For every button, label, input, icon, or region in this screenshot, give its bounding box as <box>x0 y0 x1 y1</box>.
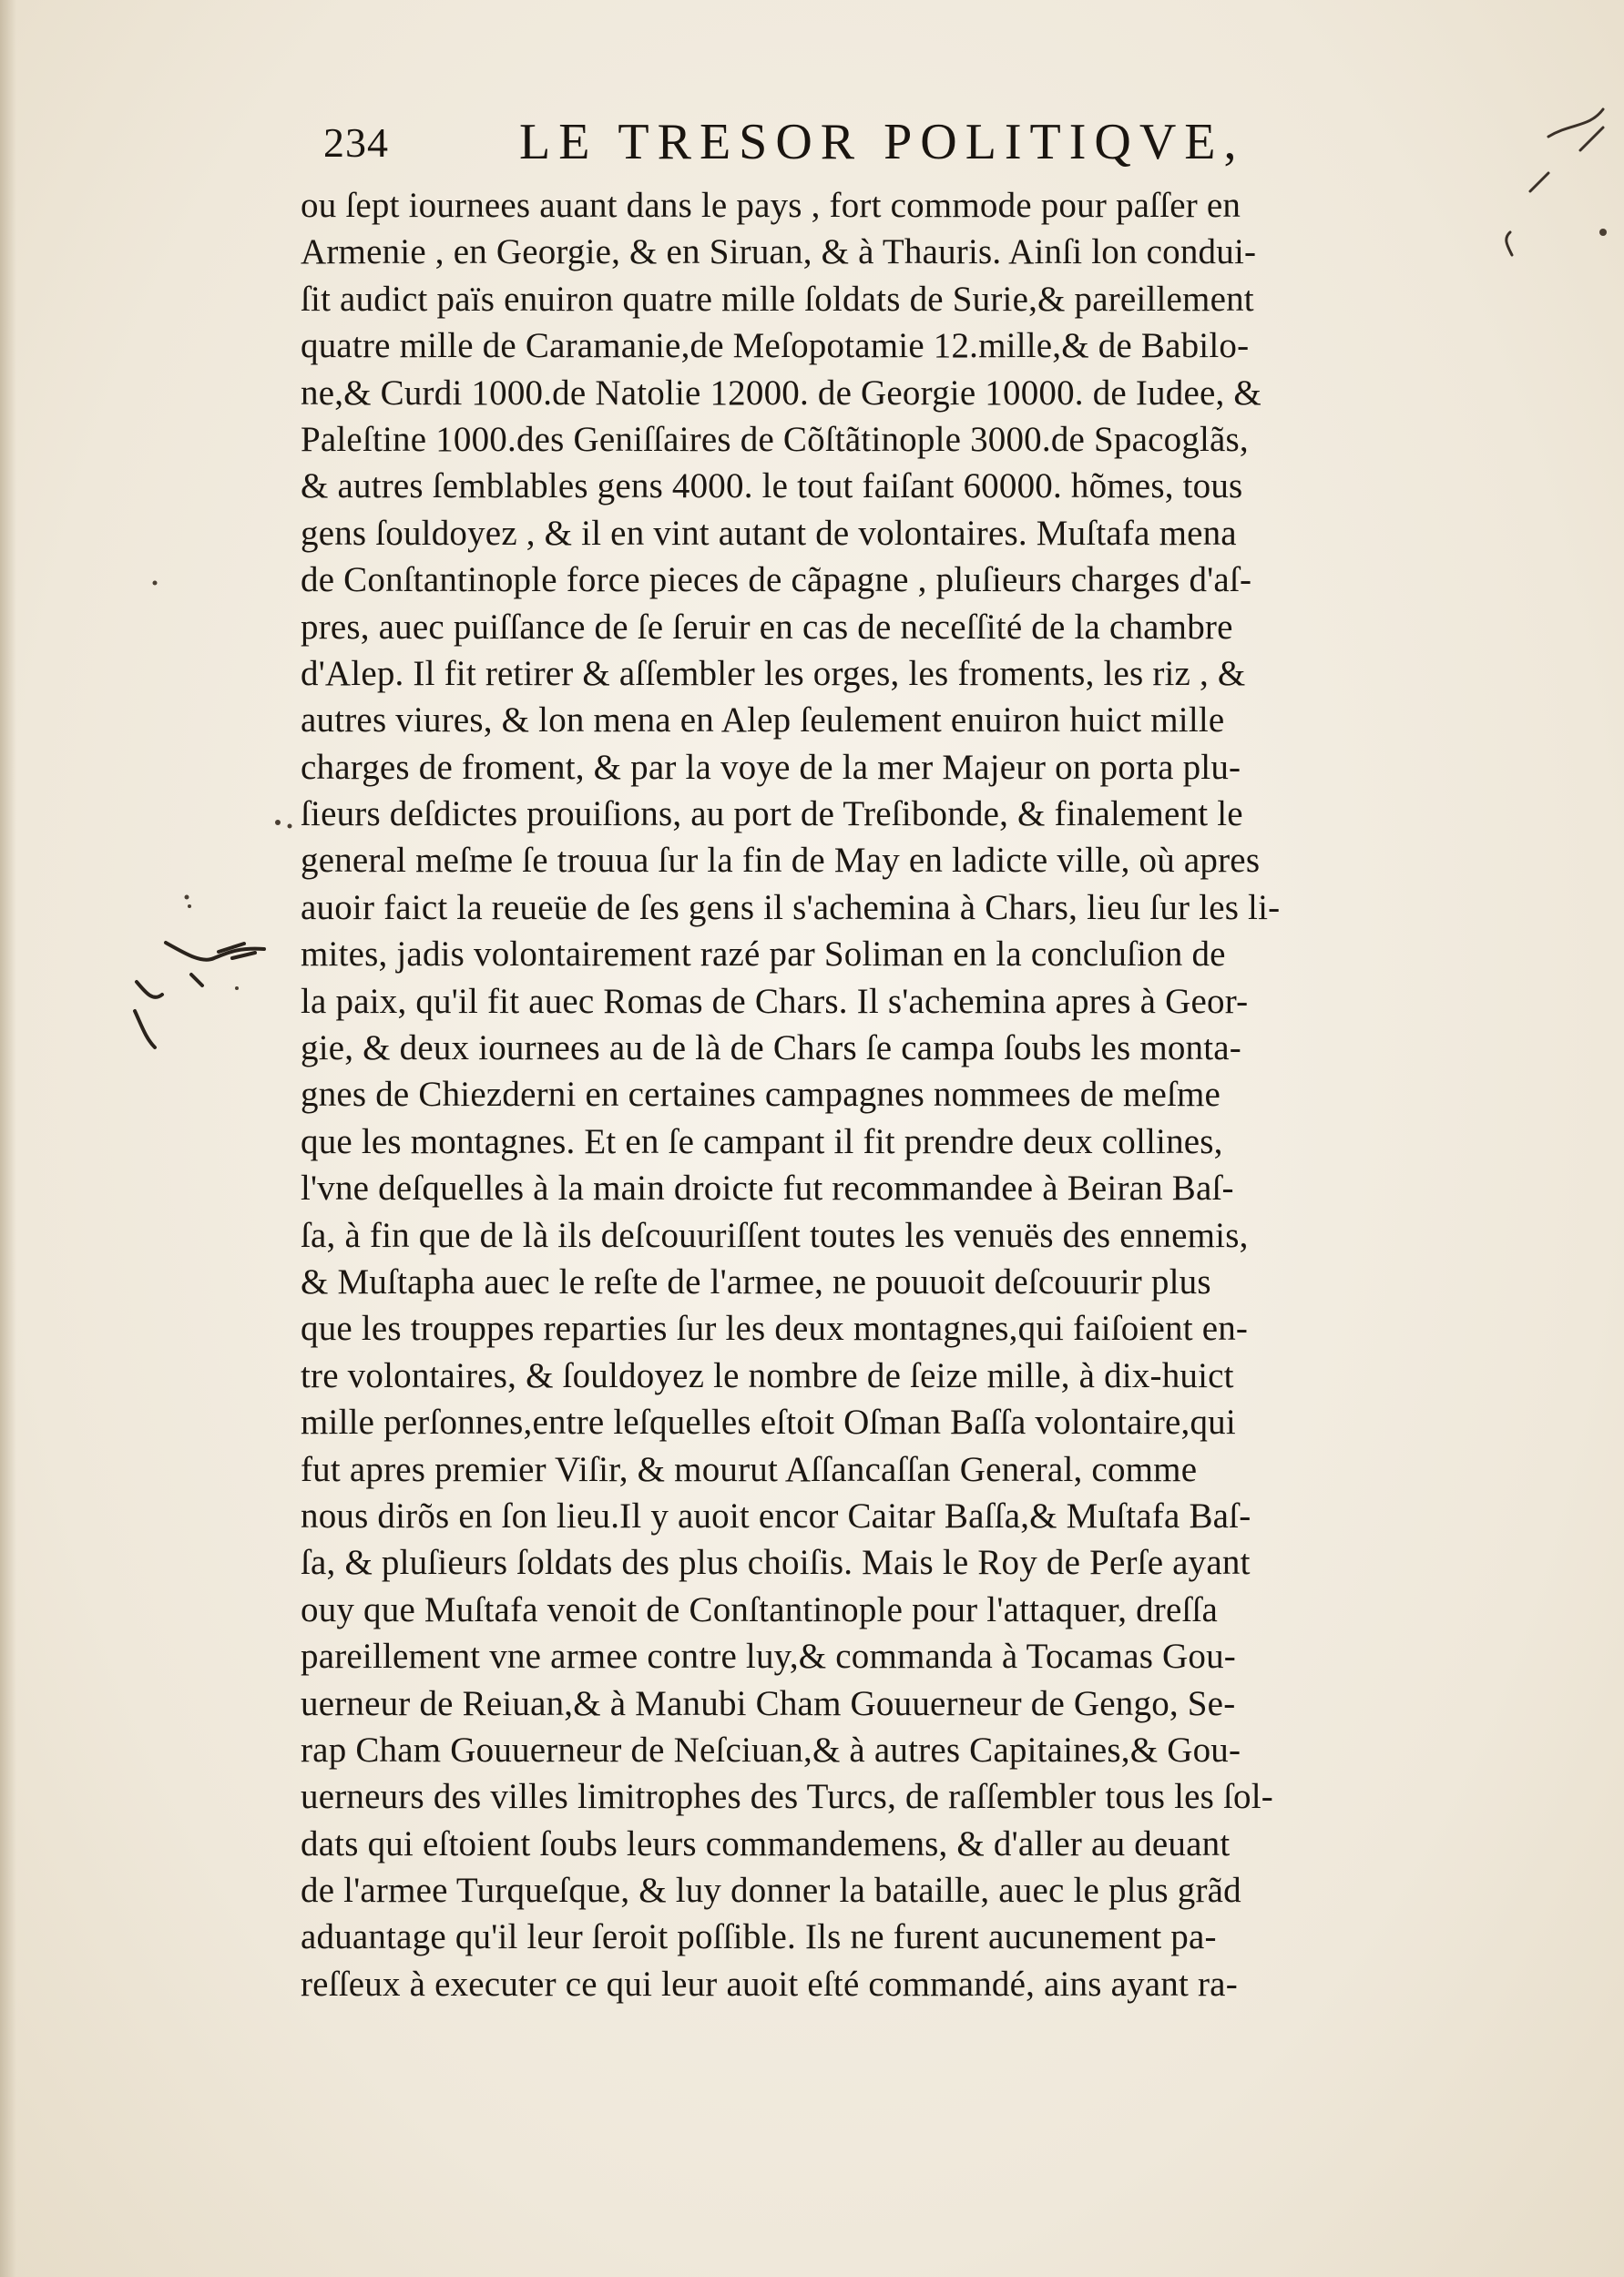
text-line: ne,& Curdi 1000.de Natolie 12000. de Georgie 10000. de Iudee, & <box>301 373 1261 413</box>
text-line: aduantage qu'il leur ſeroit poſſible. Ils ne furent aucunement pa- <box>301 1917 1217 1957</box>
text-line: que les montagnes. Et en ſe campant il fit prendre deux collines, <box>301 1121 1223 1161</box>
text-line: tre volontaires, & ſouldoyez le nombre de ſeize mille, à dix-huict <box>301 1355 1234 1395</box>
text-line: nous dirõs en ſon lieu.Il y auoit encor Caitar Baſſa,& Muſtafa Baſ- <box>301 1496 1251 1536</box>
text-line: ſa, à fin que de là ils deſcouuriſſent toutes les venuës des ennemis, <box>301 1215 1249 1255</box>
text-line: ſieurs deſdictes prouiſions, au port de Treſibonde, & finalement le <box>301 794 1243 834</box>
body-text <box>301 182 1448 2007</box>
text-line: mille perſonnes,entre leſquelles eſtoit Oſman Baſſa volontaire,qui <box>301 1403 1236 1443</box>
text-line: gnes de Chiezderni en certaines campagnes nommees de meſme <box>301 1075 1221 1115</box>
text-line: charges de froment, & par la voye de la mer Majeur on porta plu- <box>301 747 1241 787</box>
text-line: ouy que Muſtafa venoit de Conſtantinople pour l'attaquer, dreſſa <box>301 1589 1219 1629</box>
text-line: gie, & deux iournees au de là de Chars ſe campa ſoubs les monta- <box>301 1028 1241 1068</box>
text-line: & Muſtapha auec le reſte de l'armee, ne pouuoit deſcouurir plus <box>301 1261 1211 1302</box>
manicule-icon <box>135 943 264 1047</box>
text-line: de l'armee Turqueſque, & luy donner la bataille, auec le plus grãd <box>301 1871 1241 1911</box>
text-line: d'Alep. Il fit retirer & aſſembler les orges, les froments, les riz , & <box>301 653 1246 693</box>
text-line: pareillement vne armee contre luy,& commanda à Tocamas Gou- <box>301 1637 1236 1677</box>
text-line: Armenie , en Georgie, & en Siruan, & à Thauris. Ainſi lon condui- <box>301 232 1257 272</box>
text-line: que les trouppes reparties ſur les deux montagnes,qui faiſoient en- <box>301 1309 1249 1349</box>
corner-scribble-icon <box>1507 109 1603 255</box>
page-number: 234 <box>323 119 389 166</box>
text-line: dats qui eſtoient ſoubs leurs commandemens, & d'aller au deuant <box>301 1823 1231 1863</box>
text-line: fut apres premier Viſir, & mourut Aſſancaſſan General, comme <box>301 1449 1198 1489</box>
running-title: LE TRESOR POLITIQVE, <box>519 114 1245 170</box>
text-line: quatre mille de Caramanie,de Meſopotamie 12.mille,& de Babilo- <box>301 326 1250 366</box>
text-line: general meſme ſe trouua ſur la fin de May en ladicte ville, où apres <box>301 841 1261 881</box>
text-line: uerneur de Reiuan,& à Manubi Cham Gouuerneur de Gengo, Se- <box>301 1683 1236 1723</box>
gutter-shadow <box>0 0 16 2277</box>
text-line: & autres ſemblables gens 4000. le tout faiſant 60000. hõmes, tous <box>301 466 1243 506</box>
page-header <box>323 109 1343 173</box>
text-line: de Conſtantinople force pieces de cãpagne , pluſieurs charges d'aſ- <box>301 560 1252 600</box>
text-line: ou ſept iournees auant dans le pays , fort commode pour paſſer en <box>301 186 1241 225</box>
text-line: uerneurs des villes limitrophes des Turcs, de raſſembler tous les ſol- <box>301 1777 1273 1817</box>
text-line: l'vne deſquelles à la main droicte fut recommandee à Beiran Baſ- <box>301 1169 1234 1209</box>
text-line: auoir faict la reueüe de ſes gens il s'achemina à Chars, lieu ſur les li- <box>301 887 1281 927</box>
text-line: gens ſouldoyez , & il en vint autant de volontaires. Muſtafa mena <box>301 513 1237 553</box>
text-line: reſſeux à executer ce qui leur auoit eſté commandé, ains ayant ra- <box>301 1964 1238 2004</box>
text-line: la paix, qu'il fit auec Romas de Chars. Il s'achemina apres à Geor- <box>301 981 1249 1021</box>
text-line: mites, jadis volontairement razé par Soliman en la concluſion de <box>301 934 1226 975</box>
text-line: ſa, & pluſieurs ſoldats des plus choiſis. Mais le Roy de Perſe ayant <box>301 1543 1251 1583</box>
text-line: pres, auec puiſſance de ſe ſeruir en cas de neceſſité de la chambre <box>301 607 1233 647</box>
text-line: ſit audict païs enuiron quatre mille ſoldats de Surie,& pareillement <box>301 279 1254 319</box>
text-line: autres viures, & lon mena en Alep ſeulement enuiron huict mille <box>301 700 1225 740</box>
text-line: Paleſtine 1000.des Geniſſaires de Cõſtãtinople 3000.de Spacoglãs, <box>301 419 1249 459</box>
text-line: rap Cham Gouuerneur de Neſciuan,& à autres Capitaines,& Gou- <box>301 1730 1241 1770</box>
